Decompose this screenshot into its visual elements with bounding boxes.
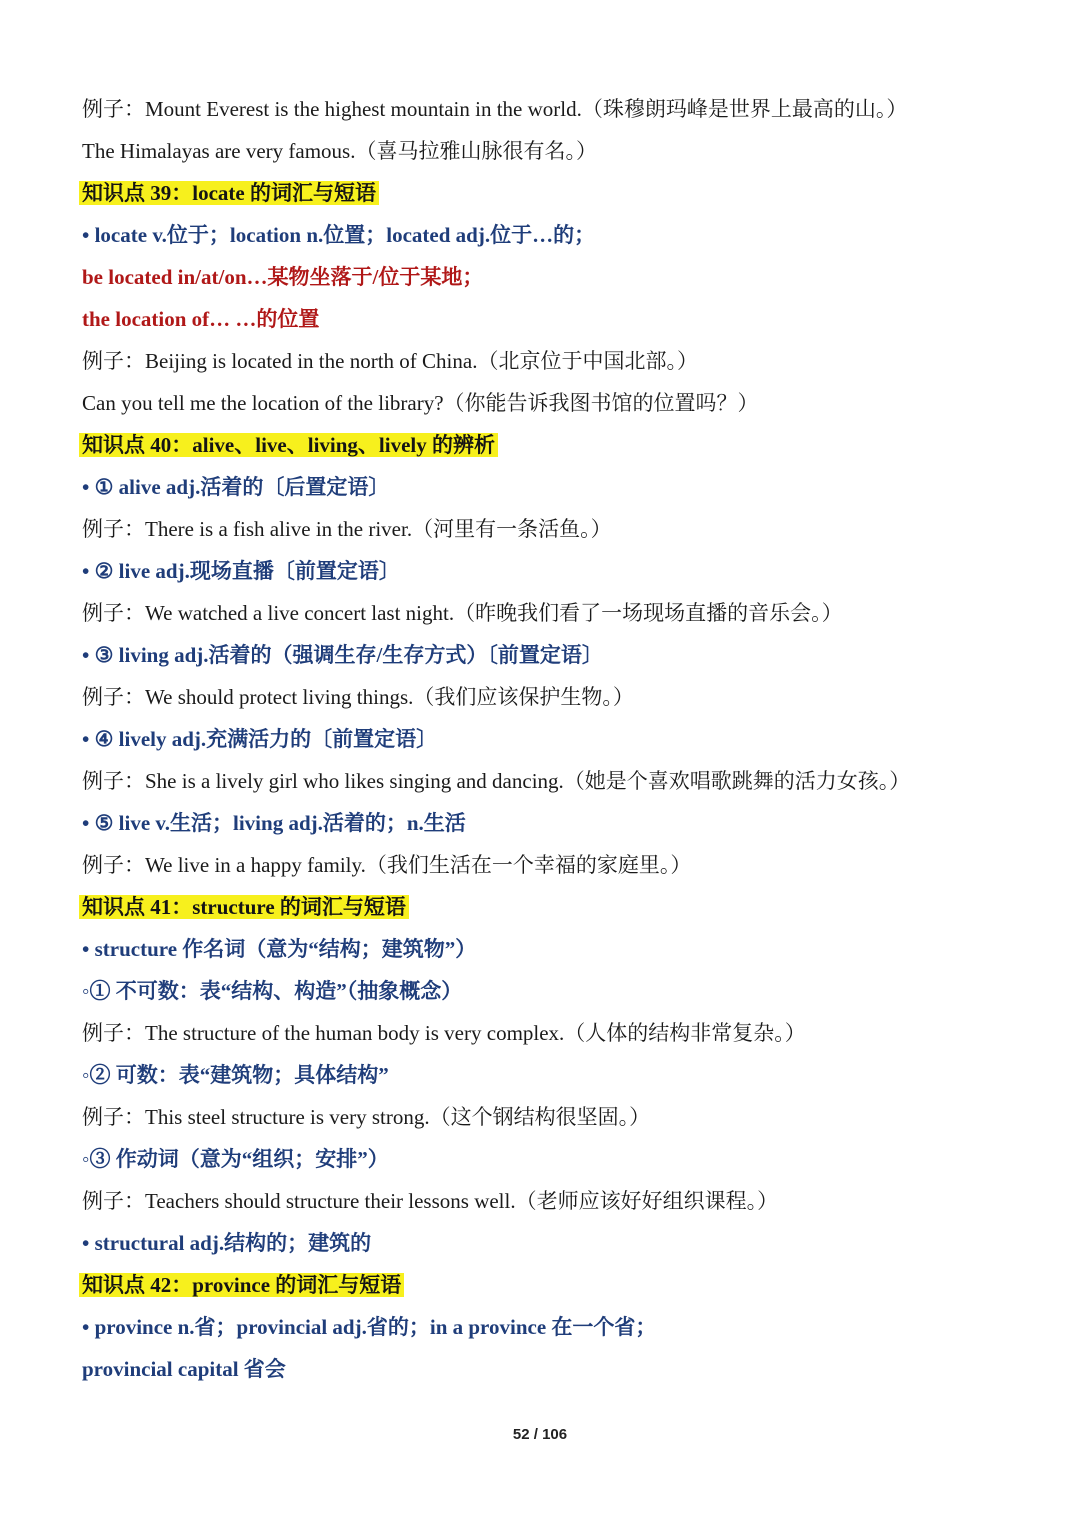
live-verb-definition: • ⑤ live v.生活；living adj.活着的；n.生活 <box>82 811 466 835</box>
example-fish: 例子：There is a fish alive in the river.（河里有一条活鱼。） <box>82 517 612 541</box>
lively-definition: • ④ lively adj.充满活力的〔前置定语〕 <box>82 727 438 751</box>
province-vocab-line: • province n.省；provincial adj.省的；in a province 在一个省； <box>82 1315 657 1339</box>
example-human-body: 例子：The structure of the human body is very complex.（人体的结构非常复杂。） <box>82 1021 806 1045</box>
living-definition: • ③ living adj.活着的（强调生存/生存方式）〔前置定语〕 <box>82 643 603 667</box>
heading-point-39 <box>82 176 379 210</box>
heading-39-text: 知识点 39：locate 的词汇与短语 <box>79 181 379 205</box>
example-steel-structure: 例子：This steel structure is very strong.（这个钢结构很坚固。） <box>82 1105 651 1129</box>
structure-countable: ◦② 可数：表“建筑物；具体结构” <box>82 1063 389 1087</box>
example-lively-girl: 例子：She is a lively girl who likes singing and dancing.（她是个喜欢唱歌跳舞的活力女孩。） <box>82 769 911 793</box>
structural-definition: • structural adj.结构的；建筑的 <box>82 1231 372 1255</box>
example-everest: 例子：Mount Everest is the highest mountain in the world.（珠穆朗玛峰是世界上最高的山。） <box>82 97 908 121</box>
structure-uncountable: ◦① 不可数：表“结构、构造”（抽象概念） <box>82 979 463 1003</box>
example-living-things: 例子：We should protect living things.（我们应该保护生物。） <box>82 685 634 709</box>
live-adj-definition: • ② live adj.现场直播〔前置定语〕 <box>82 559 400 583</box>
structure-verb: ◦③ 作动词（意为“组织；安排”） <box>82 1147 389 1171</box>
heading-41-text: 知识点 41：structure 的词汇与短语 <box>79 895 409 919</box>
example-family: 例子：We live in a happy family.（我们生活在一个幸福的家庭里。） <box>82 853 692 877</box>
heading-42-text: 知识点 42：province 的词汇与短语 <box>79 1273 404 1297</box>
example-concert: 例子：We watched a live concert last night.（昨晚我们看了一场现场直播的音乐会。） <box>82 601 843 625</box>
page-number: 52 / 106 <box>512 1426 568 1443</box>
phrase-be-located: be located in/at/on…某物坐落于/位于某地； <box>82 265 484 289</box>
example-teachers: 例子：Teachers should structure their lessons well.（老师应该好好组织课程。） <box>82 1189 779 1213</box>
alive-definition: • ① alive adj.活着的〔后置定语〕 <box>82 475 390 499</box>
example-library: Can you tell me the location of the library?（你能告诉我图书馆的位置吗？） <box>82 391 759 415</box>
phrase-location-of: the location of… …的位置 <box>82 307 320 331</box>
locate-vocab-line: • locate v.位于；location n.位置；located adj.位于…的； <box>82 223 596 247</box>
heading-40-text: 知识点 40：alive、live、living、lively 的辨析 <box>79 433 498 457</box>
heading-point-41 <box>82 890 409 924</box>
example-himalayas: The Himalayas are very famous.（喜马拉雅山脉很有名。） <box>82 139 597 163</box>
heading-point-42 <box>82 1268 404 1302</box>
structure-noun-definition: • structure 作名词（意为“结构；建筑物”） <box>82 937 477 961</box>
example-beijing: 例子：Beijing is located in the north of China.（北京位于中国北部。） <box>82 349 698 373</box>
heading-point-40 <box>82 428 498 462</box>
provincial-capital: provincial capital 省会 <box>82 1357 286 1381</box>
